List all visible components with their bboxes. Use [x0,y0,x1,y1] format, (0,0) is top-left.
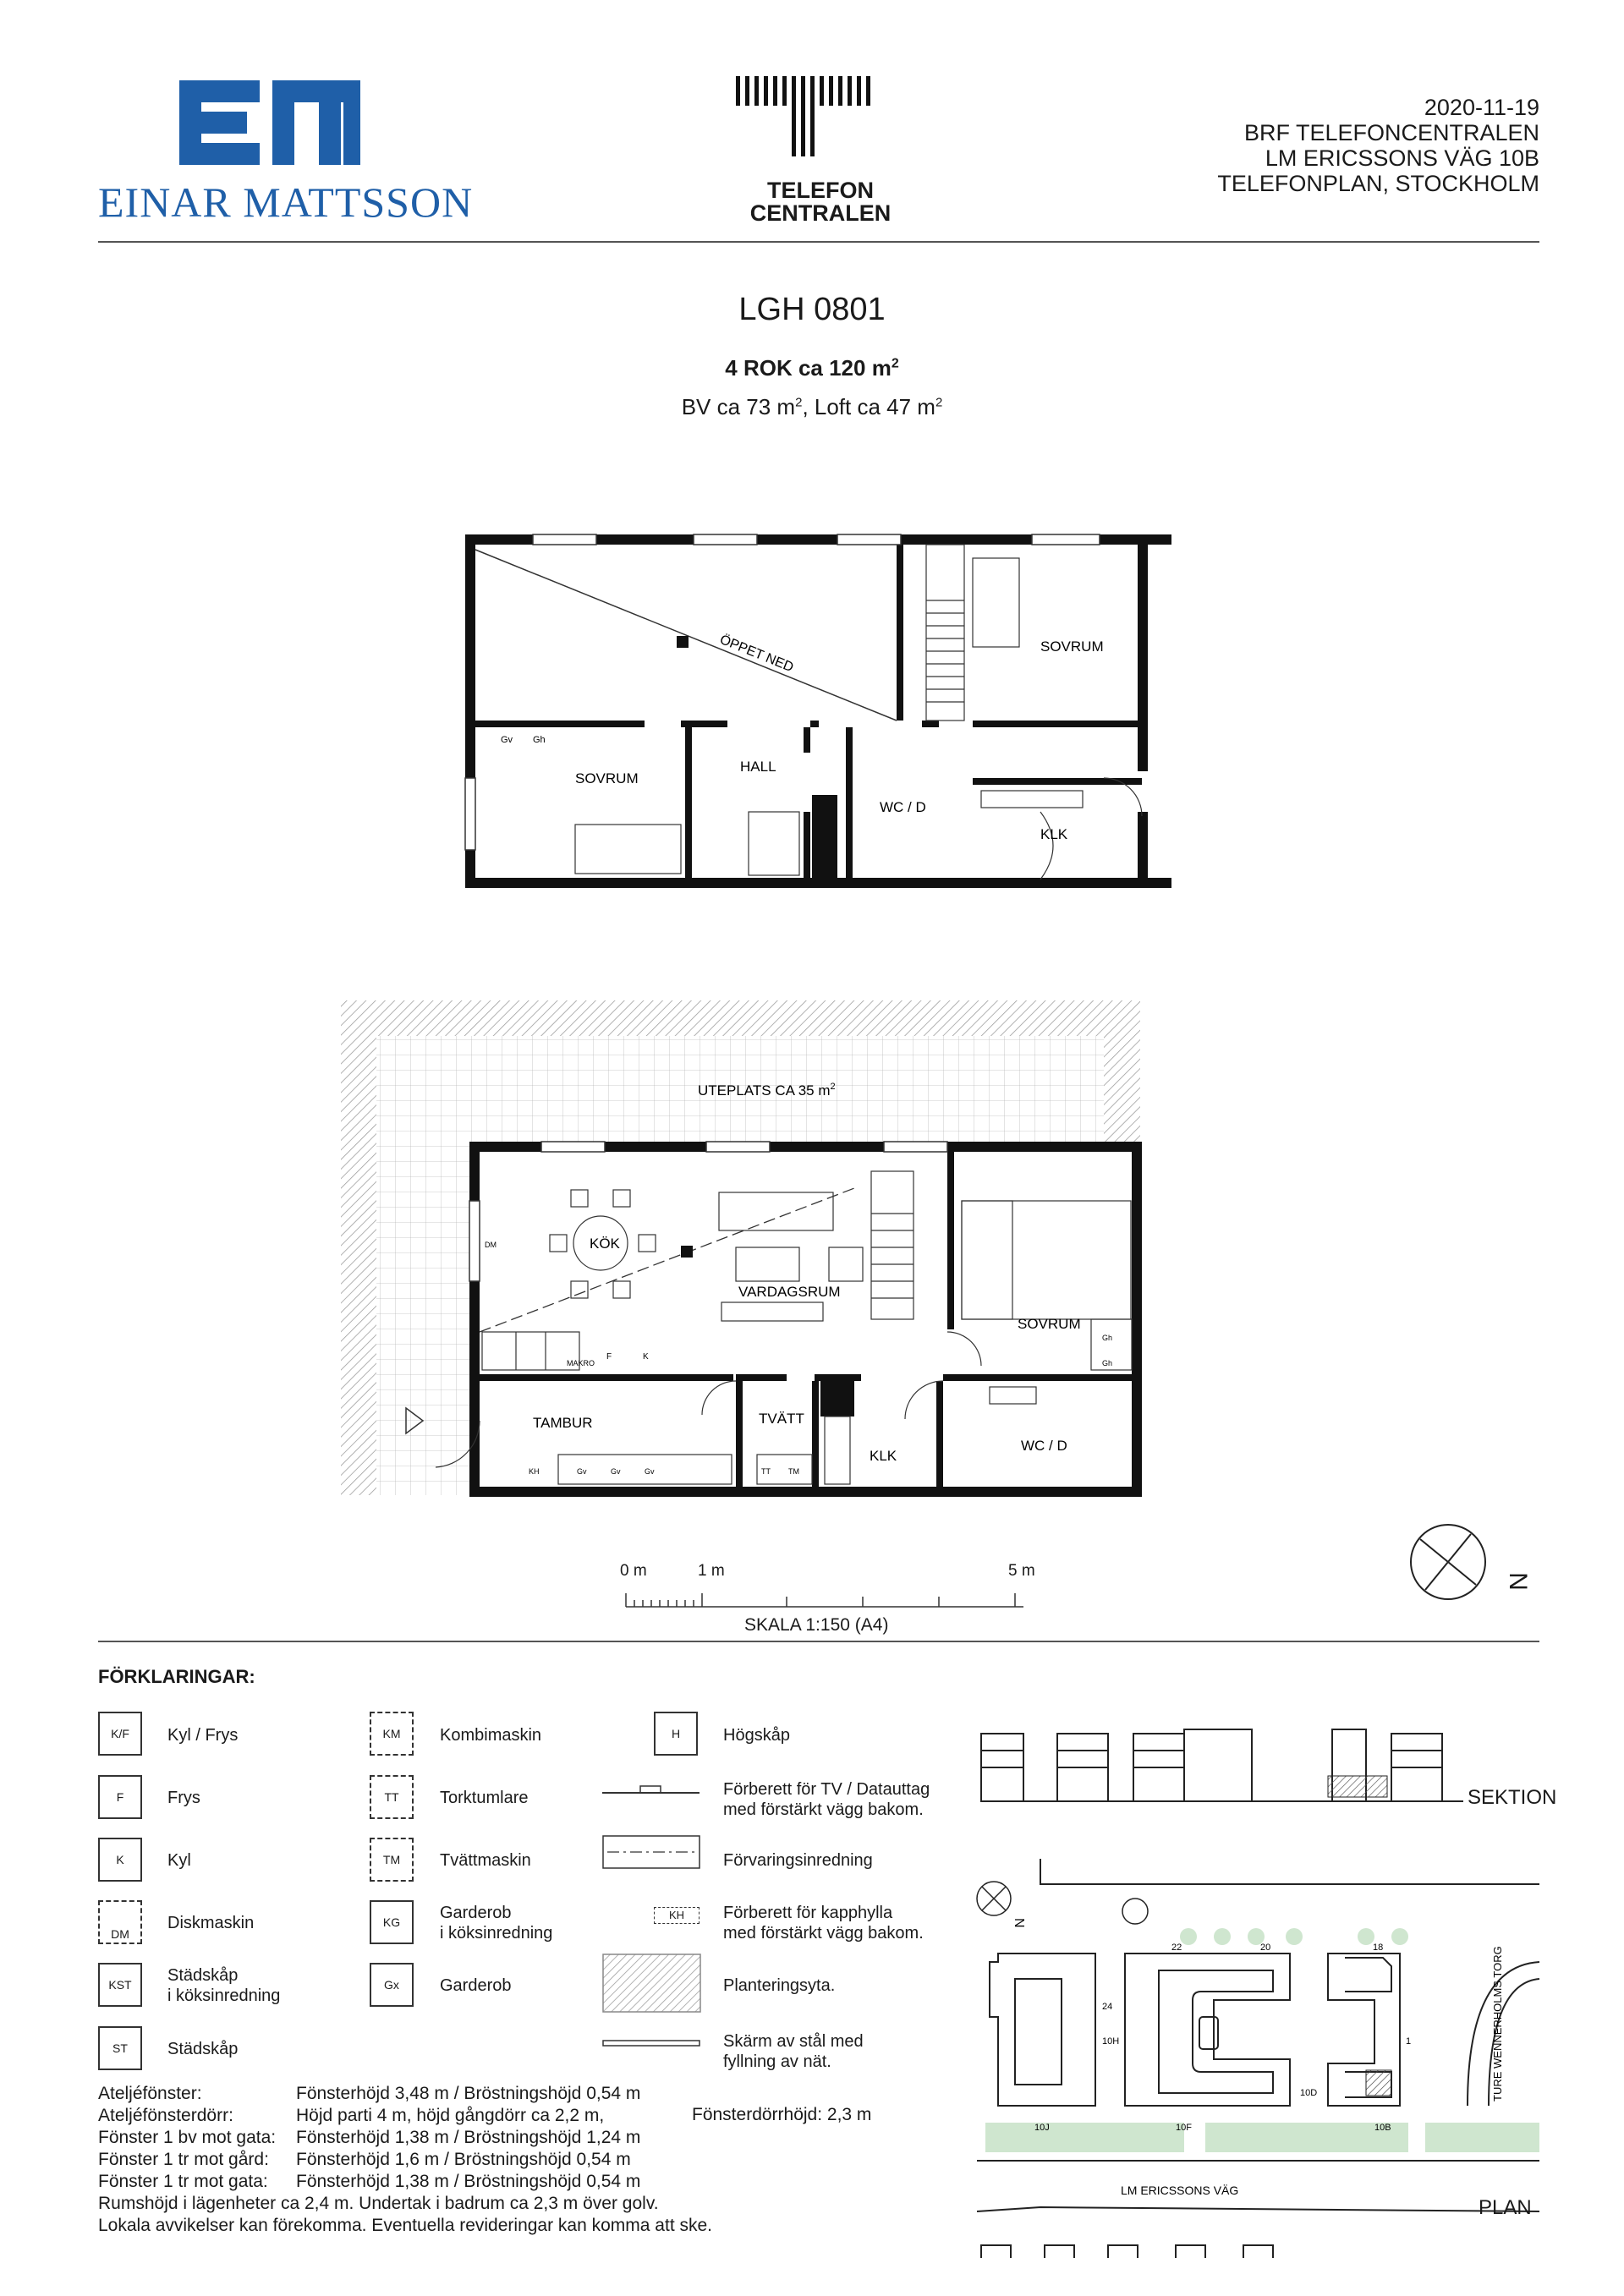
scale-zero: 0 m [620,1562,647,1580]
note-key-3: Fönster 1 bv mot gata: [98,2128,277,2147]
legend-code-kh: KH [654,1907,700,1924]
split-loft: , Loft ca 47 m [802,394,935,419]
site-code-10j: 10J [1034,2123,1050,2133]
site-code-10f: 10F [1176,2123,1192,2133]
ground-mark-k: K [643,1352,649,1362]
header-brf: BRF TELEFONCENTRALEN [1243,120,1539,145]
wordmark-line2: CENTRALEN [749,200,892,226]
note-key-1: Ateljéfönster: [98,2084,202,2103]
legend-label-tv [723,1779,930,1820]
note-deviations: Lokala avvikelser kan förekomma. Eventuella revideringar kan komma att ske. [98,2216,712,2235]
legend-code-f: F [98,1775,142,1819]
ground-mark-kh: KH [529,1467,540,1476]
site-code-1: 1 [1406,2036,1412,2047]
note-val-2: Höjd parti 4 m, höjd gångdörr ca 2,2 m, [296,2106,605,2125]
legend-label-h: Högskåp [723,1726,790,1745]
site-code-10h: 10H [1102,2036,1120,2047]
split-bv: BV ca 73 m [681,394,796,419]
screen-line2: fyllning av nät. [723,2052,831,2071]
company-name: EINAR MATTSSON [98,178,474,226]
note-val-5: Fönsterhöjd 1,38 m / Bröstningshöjd 0,54 m [296,2172,641,2191]
planting-symbol-icon [602,1954,704,2014]
loft-room-sovrum-right: SOVRUM [1040,638,1104,655]
legend-label-screen [723,2031,864,2072]
site-label: PLAN [1479,2196,1532,2219]
scale-label: SKALA 1:150 (A4) [744,1615,889,1635]
kst-line1: Städskåp [167,1966,239,1985]
screen-line1: Skärm av stål med [723,2032,864,2051]
legend-label-kg [440,1903,552,1943]
note-val-1: Fönsterhöjd 3,48 m / Bröstningshöjd 0,54 m [296,2084,641,2103]
tv-line2: med förstärkt vägg bakom. [723,1800,924,1819]
steel-screen-symbol-icon [602,2038,704,2050]
site-code-20: 20 [1260,1943,1271,1953]
legend-label-f: Frys [167,1789,200,1807]
legend-label-planting: Planteringsyta. [723,1976,836,1995]
legend-label-dm: Diskmaskin [167,1914,255,1932]
note-key-5: Fönster 1 tr mot gata: [98,2172,268,2191]
ground-mark-tm: TM [788,1467,799,1476]
site-code-22: 22 [1171,1943,1182,1953]
ground-mark-dm: DM [485,1241,497,1249]
ground-mark-gh-1: Gh [1102,1334,1113,1342]
legend-code-tt: TT [370,1775,414,1819]
site-street: LM ERICSSONS VÄG [1121,2184,1239,2197]
note-room-height: Rumshöjd i lägenheter ca 2,4 m. Undertak i badrum ca 2,3 m över golv. [98,2194,659,2213]
legend-divider [98,1641,1539,1642]
ground-mark-gh-2: Gh [1102,1359,1113,1367]
legend-label-tm: Tvättmaskin [440,1851,531,1870]
legend-label-km: Kombimaskin [440,1726,542,1745]
legend-title: FÖRKLARINGAR: [98,1666,255,1687]
ground-mark-f: F [606,1352,612,1362]
header-divider [98,241,1539,243]
loft-mark-gv: Gv [501,735,513,745]
legend-label-kf: Kyl / Frys [167,1726,239,1745]
site-plan [960,1835,1544,2279]
loft-floor-plan [448,524,1201,888]
ground-room-kok: KÖK [590,1236,620,1252]
ground-mark-tt: TT [761,1467,771,1476]
tv-outlet-symbol-icon [602,1783,704,1796]
size-sup: 2 [891,356,899,371]
building-section [964,1712,1472,1814]
tv-line1: Förberett för TV / Datauttag [723,1780,930,1799]
note-key-2: Ateljéfönsterdörr: [98,2106,233,2125]
loft-open-below-label: ÖPPET NED [717,632,796,676]
ground-terrace-label [698,1082,836,1099]
telefoncentralen-logo [736,76,888,173]
north-arrow-icon [1408,1522,1493,1607]
loft-room-hall: HALL [740,759,776,775]
legend-label-kh [723,1903,924,1943]
loft-mark-gh: Gh [533,735,546,745]
apartment-title: LGH 0801 [738,292,886,327]
size-text: 4 ROK ca 120 m [725,355,892,381]
ground-room-vardagsrum: VARDAGSRUM [738,1284,841,1300]
site-code-10b: 10B [1374,2123,1391,2133]
loft-room-klk: KLK [1040,826,1068,842]
legend-code-kst: KST [98,1963,142,2007]
split-loft-sup: 2 [935,395,943,410]
loft-room-wc: WC / D [880,799,926,815]
header-address: LM ERICSSONS VÄG 10B [1265,145,1539,171]
legend-code-kf: K/F [98,1712,142,1756]
ground-room-tambur: TAMBUR [533,1415,593,1431]
ground-floor-plan [334,994,1155,1501]
scale-five: 5 m [1008,1562,1035,1580]
terrace-text: UTEPLATS CA 35 m [698,1082,831,1099]
legend-code-kg: KG [370,1900,414,1944]
scale-bar [617,1590,1032,1610]
note-val-4: Fönsterhöjd 1,6 m / Bröstningshöjd 0,54 m [296,2150,631,2169]
ground-mark-makro: MAKRO [567,1359,595,1367]
legend-label-gx: Garderob [440,1976,512,1995]
kh-line1: Förberett för kapphylla [723,1904,893,1922]
north-label: N [1503,1572,1532,1591]
header-date: 2020-11-19 [1424,95,1539,120]
scale-one: 1 m [698,1562,725,1580]
ground-room-wc: WC / D [1021,1438,1067,1454]
site-code-24: 24 [1102,2002,1113,2012]
legend-code-st: ST [98,2026,142,2070]
kst-line2: i köksinredning [167,1986,281,2005]
site-north-label: N [1012,1918,1026,1928]
legend-label-storage: Förvaringsinredning [723,1851,873,1870]
note-val-3: Fönsterhöjd 1,38 m / Bröstningshöjd 1,24 m [296,2128,641,2147]
legend-code-k: K [98,1838,142,1882]
header-city: TELEFONPLAN, STOCKHOLM [1217,171,1539,196]
ground-room-sovrum: SOVRUM [1018,1316,1081,1332]
site-side-street: TURE WENNERHOLMS TORG [1491,1946,1504,2101]
legend-code-dm: DM [98,1900,142,1944]
kg-line1: Garderob [440,1904,512,1922]
note-door-height: Fönsterdörrhöjd: 2,3 m [692,2105,872,2124]
window-notes [98,2083,712,2237]
legend-code-h: H [654,1712,698,1756]
legend-code-tm: TM [370,1838,414,1882]
note-key-4: Fönster 1 tr mot gård: [98,2150,269,2169]
einar-mattsson-logo [98,80,360,169]
legend-label-tt: Torktumlare [440,1789,529,1807]
apartment-split [0,394,1624,420]
ground-mark-gv-2: Gv [611,1467,621,1476]
storage-symbol-icon [602,1835,704,1871]
wordmark-line1: TELEFON [767,178,874,203]
apartment-size [0,355,1624,381]
legend-label-st: Städskåp [167,2040,239,2058]
legend-label-kst [167,1965,280,2006]
ground-room-tvatt: TVÄTT [759,1411,804,1427]
site-code-10d: 10D [1300,2088,1318,2098]
split-bv-sup: 2 [795,395,803,410]
legend-code-gx: Gx [370,1963,414,2007]
ground-mark-gv-1: Gv [577,1467,587,1476]
telefoncentralen-wordmark [719,179,922,225]
header-info [1217,95,1539,196]
loft-room-sovrum-left: SOVRUM [575,770,639,786]
ground-mark-gv-3: Gv [645,1467,655,1476]
ground-room-klk: KLK [870,1448,897,1464]
kg-line2: i köksinredning [440,1924,553,1943]
section-label: SEKTION [1468,1786,1557,1809]
legend-label-k: Kyl [167,1851,191,1870]
terrace-sup: 2 [830,1082,836,1092]
kh-line2: med förstärkt vägg bakom. [723,1924,924,1943]
site-code-18: 18 [1373,1943,1384,1953]
legend-code-km: KM [370,1712,414,1756]
